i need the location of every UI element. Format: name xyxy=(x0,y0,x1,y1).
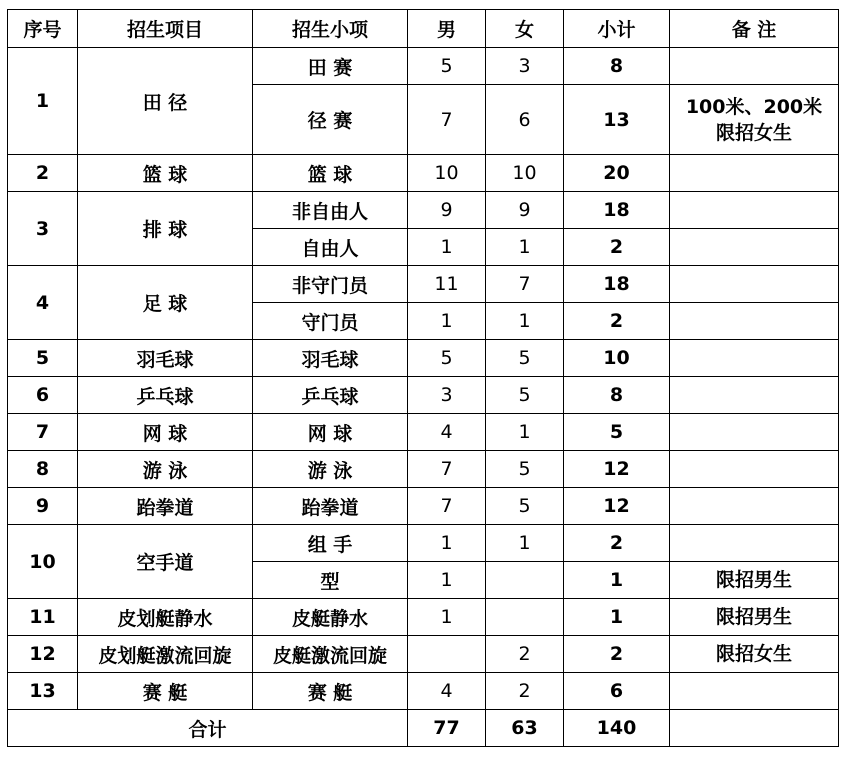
row-female: 1 xyxy=(486,229,564,266)
row-male: 11 xyxy=(408,266,486,303)
total-label: 合计 xyxy=(8,710,408,747)
header-row xyxy=(8,10,839,48)
table-row xyxy=(8,636,839,673)
row-project: 田 径 xyxy=(78,48,253,155)
row-female: 10 xyxy=(486,155,564,192)
row-project: 赛 艇 xyxy=(78,673,253,710)
row-subtotal: 6 xyxy=(564,673,670,710)
row-item: 跆拳道 xyxy=(253,488,408,525)
header-male: 男 xyxy=(408,10,486,48)
row-project: 羽毛球 xyxy=(78,340,253,377)
table-row xyxy=(8,414,839,451)
row-female: 9 xyxy=(486,192,564,229)
row-male: 1 xyxy=(408,562,486,599)
row-subtotal: 5 xyxy=(564,414,670,451)
total-note xyxy=(670,710,839,747)
row-female xyxy=(486,562,564,599)
row-male: 1 xyxy=(408,303,486,340)
table-row xyxy=(8,599,839,636)
row-note xyxy=(670,229,839,266)
table-row xyxy=(8,48,839,85)
row-note xyxy=(670,303,839,340)
row-no: 1 xyxy=(8,48,78,155)
row-male: 1 xyxy=(408,229,486,266)
row-no: 13 xyxy=(8,673,78,710)
row-note: 限招男生 xyxy=(670,562,839,599)
row-female: 1 xyxy=(486,525,564,562)
row-item: 组 手 xyxy=(253,525,408,562)
row-subtotal: 10 xyxy=(564,340,670,377)
row-subtotal: 18 xyxy=(564,266,670,303)
row-subtotal: 12 xyxy=(564,488,670,525)
row-note xyxy=(670,48,839,85)
row-male: 7 xyxy=(408,85,486,155)
row-female: 1 xyxy=(486,414,564,451)
row-subtotal: 1 xyxy=(564,599,670,636)
header-no: 序号 xyxy=(8,10,78,48)
row-note xyxy=(670,673,839,710)
row-note xyxy=(670,488,839,525)
row-note: 限招女生 xyxy=(670,636,839,673)
enrollment-table xyxy=(7,9,839,747)
row-subtotal: 13 xyxy=(564,85,670,155)
row-project: 游 泳 xyxy=(78,451,253,488)
row-project: 空手道 xyxy=(78,525,253,599)
row-no: 11 xyxy=(8,599,78,636)
row-subtotal: 12 xyxy=(564,451,670,488)
table-row xyxy=(8,340,839,377)
table-row xyxy=(8,451,839,488)
total-row xyxy=(8,710,839,747)
row-project: 排 球 xyxy=(78,192,253,266)
row-note xyxy=(670,155,839,192)
header-item: 招生小项 xyxy=(253,10,408,48)
row-item: 非自由人 xyxy=(253,192,408,229)
row-male: 4 xyxy=(408,673,486,710)
row-note xyxy=(670,525,839,562)
row-note xyxy=(670,85,839,155)
row-item: 型 xyxy=(253,562,408,599)
row-item: 田 赛 xyxy=(253,48,408,85)
row-item: 篮 球 xyxy=(253,155,408,192)
row-note: 限招男生 xyxy=(670,599,839,636)
header-note: 备 注 xyxy=(670,10,839,48)
row-item: 游 泳 xyxy=(253,451,408,488)
row-male: 9 xyxy=(408,192,486,229)
row-subtotal: 2 xyxy=(564,636,670,673)
row-item: 径 赛 xyxy=(253,85,408,155)
row-male xyxy=(408,636,486,673)
header-subtotal: 小计 xyxy=(564,10,670,48)
row-female: 5 xyxy=(486,377,564,414)
row-project: 网 球 xyxy=(78,414,253,451)
row-no: 4 xyxy=(8,266,78,340)
table-row xyxy=(8,525,839,562)
row-project: 皮划艇静水 xyxy=(78,599,253,636)
row-no: 9 xyxy=(8,488,78,525)
row-note xyxy=(670,192,839,229)
row-female: 5 xyxy=(486,340,564,377)
row-male: 4 xyxy=(408,414,486,451)
note-line: 100米、200米 xyxy=(685,95,823,118)
table-row xyxy=(8,155,839,192)
row-female: 3 xyxy=(486,48,564,85)
row-female: 1 xyxy=(486,303,564,340)
row-female xyxy=(486,599,564,636)
row-item: 自由人 xyxy=(253,229,408,266)
row-no: 12 xyxy=(8,636,78,673)
row-male: 5 xyxy=(408,340,486,377)
row-no: 5 xyxy=(8,340,78,377)
row-item: 赛 艇 xyxy=(253,673,408,710)
row-note xyxy=(670,414,839,451)
row-male: 1 xyxy=(408,599,486,636)
row-item: 网 球 xyxy=(253,414,408,451)
row-no: 3 xyxy=(8,192,78,266)
row-subtotal: 2 xyxy=(564,303,670,340)
row-female: 2 xyxy=(486,636,564,673)
row-item: 皮艇静水 xyxy=(253,599,408,636)
row-project: 足 球 xyxy=(78,266,253,340)
total-male: 77 xyxy=(408,710,486,747)
row-subtotal: 1 xyxy=(564,562,670,599)
row-subtotal: 2 xyxy=(564,229,670,266)
row-male: 7 xyxy=(408,488,486,525)
row-subtotal: 8 xyxy=(564,48,670,85)
row-subtotal: 18 xyxy=(564,192,670,229)
row-no: 2 xyxy=(8,155,78,192)
row-subtotal: 2 xyxy=(564,525,670,562)
table-row xyxy=(8,488,839,525)
row-male: 3 xyxy=(408,377,486,414)
row-no: 8 xyxy=(8,451,78,488)
row-note xyxy=(670,266,839,303)
header-project: 招生项目 xyxy=(78,10,253,48)
row-female: 6 xyxy=(486,85,564,155)
row-note xyxy=(670,377,839,414)
row-male: 10 xyxy=(408,155,486,192)
total-female: 63 xyxy=(486,710,564,747)
row-no: 7 xyxy=(8,414,78,451)
row-note xyxy=(670,340,839,377)
row-male: 5 xyxy=(408,48,486,85)
row-female: 5 xyxy=(486,488,564,525)
row-project: 篮 球 xyxy=(78,155,253,192)
row-male: 7 xyxy=(408,451,486,488)
row-item: 羽毛球 xyxy=(253,340,408,377)
row-female: 7 xyxy=(486,266,564,303)
row-male: 1 xyxy=(408,525,486,562)
row-item: 守门员 xyxy=(253,303,408,340)
row-subtotal: 20 xyxy=(564,155,670,192)
table-row xyxy=(8,266,839,303)
row-female: 2 xyxy=(486,673,564,710)
header-female: 女 xyxy=(486,10,564,48)
row-item: 非守门员 xyxy=(253,266,408,303)
row-project: 皮划艇激流回旋 xyxy=(78,636,253,673)
note-line: 限招女生 xyxy=(715,121,792,144)
row-female: 5 xyxy=(486,451,564,488)
row-item: 皮艇激流回旋 xyxy=(253,636,408,673)
row-no: 6 xyxy=(8,377,78,414)
row-note xyxy=(670,451,839,488)
row-no: 10 xyxy=(8,525,78,599)
row-subtotal: 8 xyxy=(564,377,670,414)
total-subtotal: 140 xyxy=(564,710,670,747)
row-project: 乒乓球 xyxy=(78,377,253,414)
table-row xyxy=(8,377,839,414)
table-row xyxy=(8,673,839,710)
table-row xyxy=(8,192,839,229)
row-project: 跆拳道 xyxy=(78,488,253,525)
row-item: 乒乓球 xyxy=(253,377,408,414)
